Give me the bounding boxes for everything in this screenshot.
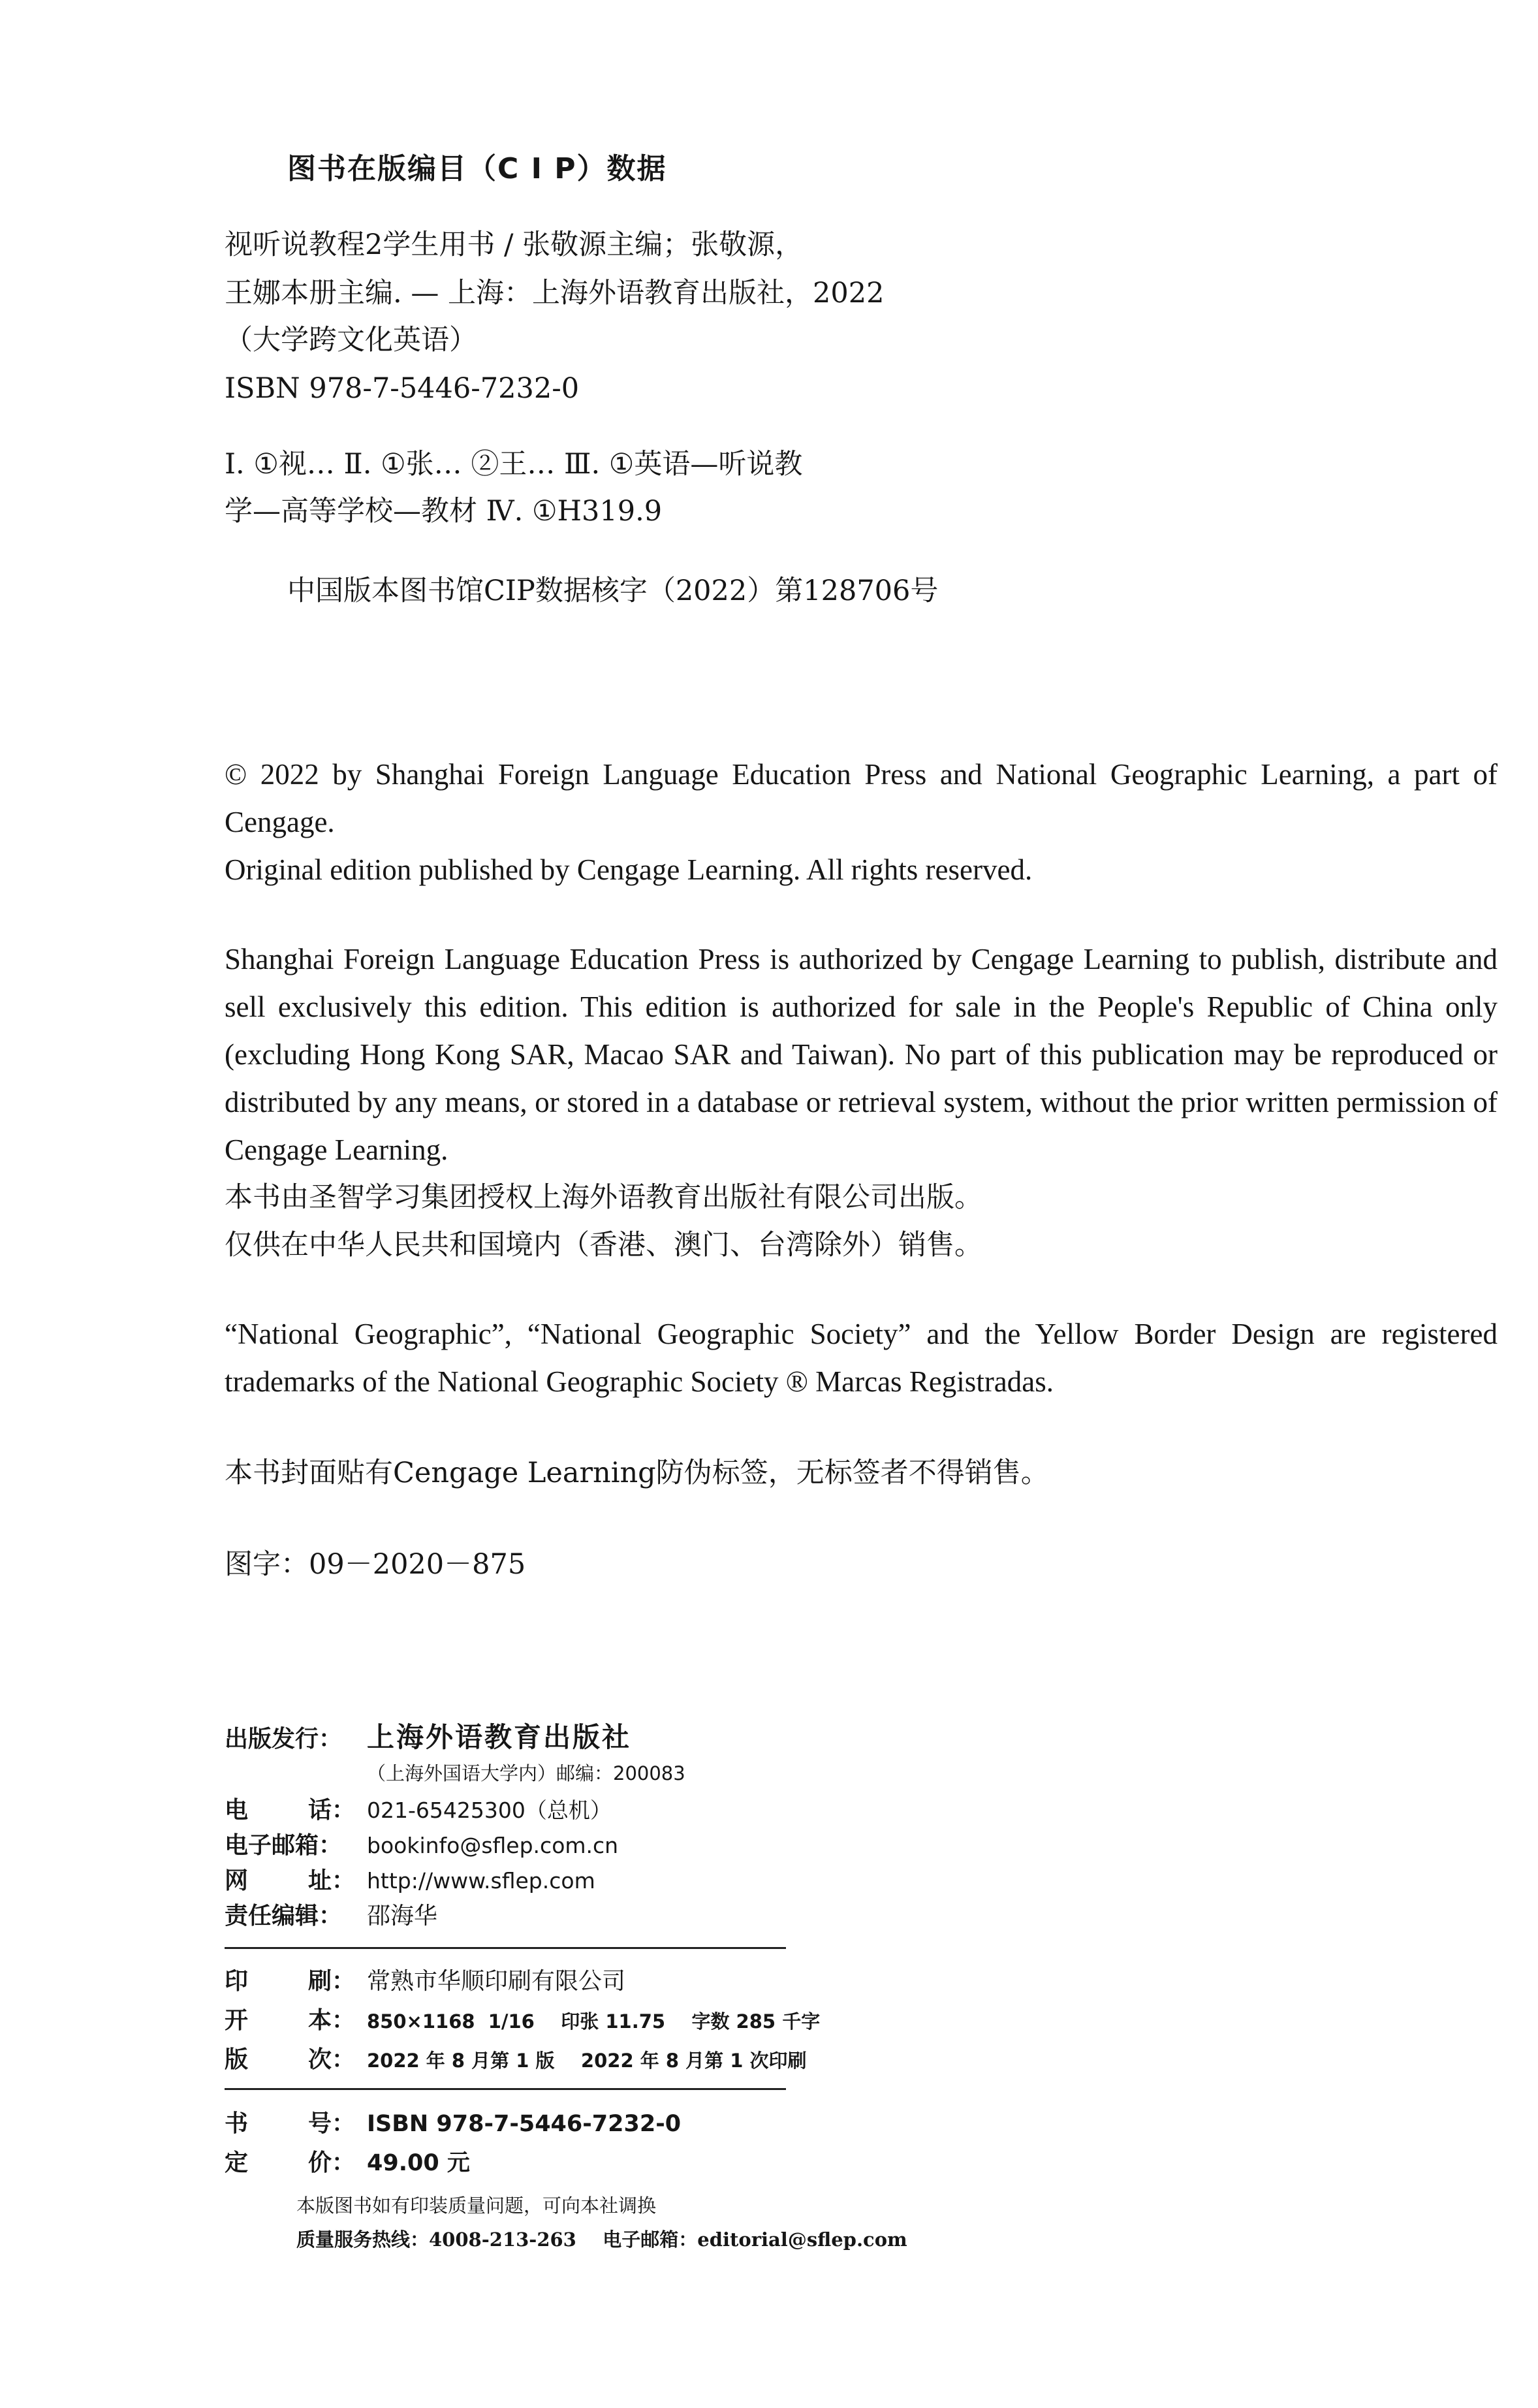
contract-number: [225, 1541, 1498, 1589]
phone-row: [225, 1792, 612, 1825]
copyright-notice: [225, 751, 1498, 894]
cip-line: 视听说教程2学生用书 / 张敬源主编；张敬源，: [225, 229, 804, 261]
printer-row: [225, 1963, 625, 1996]
trademark-notice: [225, 1310, 1498, 1406]
price-value: 49.00 元: [367, 2150, 470, 2176]
cip-isbn: ISBN 978-7-5446-7232-0: [225, 372, 580, 405]
anti-counterfeit-text: 本书封面贴有Cengage Learning防伪标签，无标签者不得销售。: [225, 1457, 1049, 1489]
divider: [225, 1947, 786, 1949]
address-row: [367, 1759, 685, 1786]
edition-row: [225, 2041, 807, 2074]
price-label: 定 价：: [225, 2149, 355, 2176]
cip-line: （大学跨文化英语）: [225, 324, 477, 356]
phone-value: 021-65425300（总机）: [367, 1798, 612, 1823]
isbn-label: 书 号：: [225, 2110, 355, 2137]
editor-label: 责任编辑：: [225, 1903, 343, 1929]
cip-line: 王娜本册主编. — 上海：上海外语教育出版社，2022: [225, 277, 885, 309]
editor-value: 邵海华: [367, 1903, 438, 1929]
printer-label: 印 刷：: [225, 1968, 355, 1995]
issuer-row: [225, 1716, 631, 1755]
authorization-notice: [225, 936, 1498, 1269]
format-value: 850×1168 1/16 印张 11.75 字数 285 千字: [367, 2010, 821, 2033]
editor-row: [225, 1897, 437, 1931]
price-row: [225, 2144, 470, 2178]
quality-note: 本版图书如有印装质量问题，可向本社调换: [296, 2194, 657, 2217]
email-row: [225, 1827, 618, 1860]
original-edition-line: Original edition published by Cengage Learning. All rights reserved.: [225, 853, 1033, 886]
format-label: 开 本：: [225, 2007, 355, 2034]
cip-classification: 学—高等学校—教材 Ⅳ. ①H319.9: [225, 495, 663, 528]
cip-classification: Ⅰ. ①视… Ⅱ. ①张… ②王… Ⅲ. ①英语—听说教: [225, 448, 803, 481]
issuer-label: 出版发行：: [225, 1726, 343, 1752]
website-label: 网 址：: [225, 1867, 355, 1894]
phone-label: 电 话：: [225, 1797, 355, 1824]
copyright-line: © 2022 by Shanghai Foreign Language Education Press and National Geographic Learning, a part of Cengage.: [225, 758, 1498, 838]
website-row: [225, 1862, 595, 1895]
address-value: （上海外国语大学内）邮编：200083: [367, 1762, 685, 1784]
edition-value: 2022 年 8 月第 1 版 2022 年 8 月第 1 次印刷: [367, 2050, 807, 2072]
anti-counterfeit-notice: [225, 1450, 1498, 1497]
edition-label: 版 次：: [225, 2046, 355, 2073]
printer-value: 常熟市华顺印刷有限公司: [367, 1968, 626, 1995]
service-hotline: 质量服务热线：4008-213-263 电子邮箱：editorial@sflep.com: [296, 2228, 907, 2251]
divider: [225, 2088, 786, 2090]
authorization-text: Shanghai Foreign Language Education Press is authorized by Cengage Learning to publish, distribute and sell exclusively this edition. This edition is authorized for sale in the People's Republic of China only (excluding Hong Kong SAR, Macao SAR and Taiwan). No part of this publication may be reproduced or distributed by any means, or stored in a database or retrieval system, without the prior written permission of Cengage Learning.: [225, 943, 1498, 1166]
cip-title: 图书在版编目（C I P）数据: [287, 152, 667, 185]
isbn-value: ISBN 978-7-5446-7232-0: [367, 2111, 682, 2137]
authorization-zh-1: 本书由圣智学习集团授权上海外语教育出版社有限公司出版。: [225, 1181, 982, 1214]
contract-number-text: 图字：09－2020－875: [225, 1548, 526, 1581]
website-value: http://www.sflep.com: [367, 1868, 595, 1893]
email-label: 电子邮箱：: [225, 1832, 343, 1859]
format-row: [225, 2002, 820, 2035]
cip-verification-number: 中国版本图书馆CIP数据核字（2022）第128706号: [287, 575, 939, 607]
email-value: bookinfo@sflep.com.cn: [367, 1833, 619, 1858]
isbn-row: [225, 2105, 681, 2138]
issuer-value: 上海外语教育出版社: [367, 1721, 632, 1753]
authorization-zh-2: 仅供在中华人民共和国境内（香港、澳门、台湾除外）销售。: [225, 1229, 982, 1261]
trademark-text: “National Geographic”, “National Geographic Society” and the Yellow Border Design are registered trademarks of the National Geographic Society ® Marcas Registradas.: [225, 1318, 1498, 1398]
